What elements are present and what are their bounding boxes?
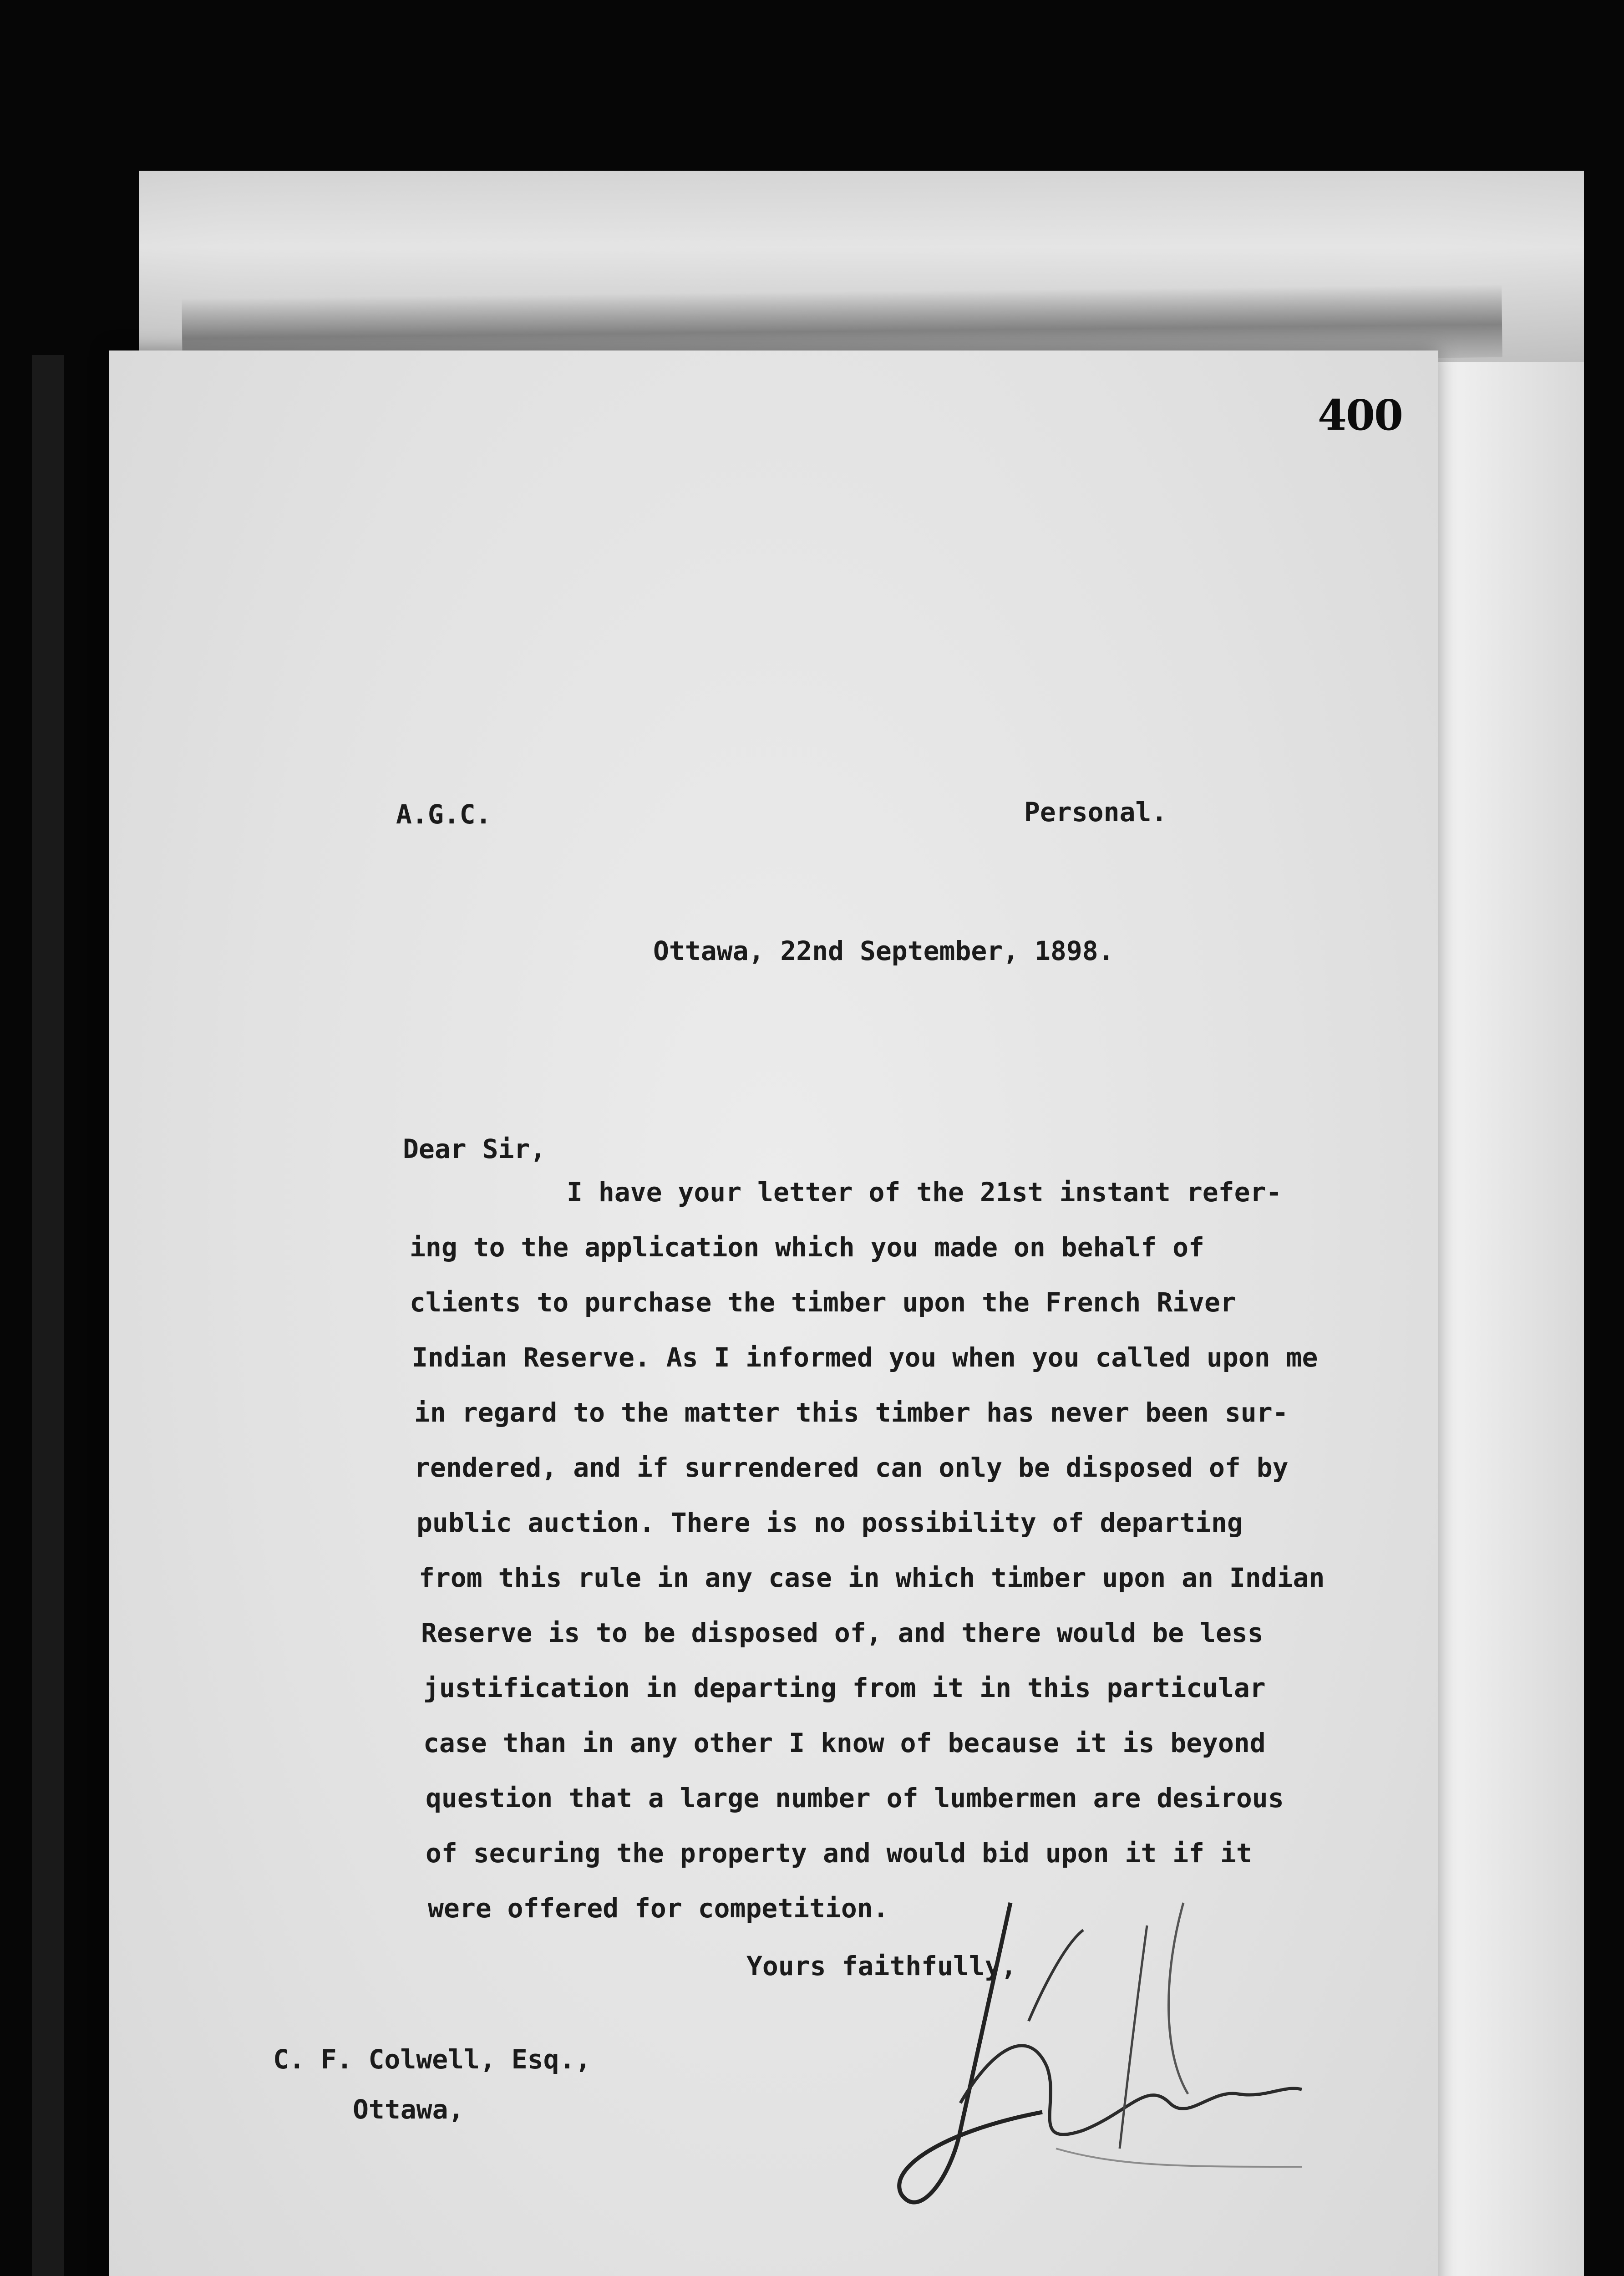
body-line: rendered, and if surrendered can only be disposed of by (414, 1452, 1289, 1483)
recipient-city: Ottawa, (353, 2094, 464, 2125)
body-line: Reserve is to be disposed of, and there would be less (421, 1617, 1264, 1648)
personal-marking: Personal. (1024, 797, 1167, 828)
film-edge-strip (32, 355, 64, 2276)
body-line: from this rule in any case in which timber upon an Indian (419, 1562, 1325, 1593)
closing: Yours faithfully, (746, 1951, 1017, 1981)
body-line: ing to the application which you made on behalf of (410, 1232, 1204, 1263)
handwritten-signature (892, 1875, 1338, 2249)
body-line: public auction. There is no possibility of departing (416, 1507, 1243, 1538)
body-line: were offered for competition. (428, 1893, 889, 1924)
body-line: justification in departing from it in this particular (423, 1672, 1266, 1703)
dateline: Ottawa, 22nd September, 1898. (653, 935, 1114, 966)
body-line: question that a large number of lumbermen are desirous (426, 1783, 1284, 1814)
recipient-name: C. F. Colwell, Esq., (273, 2044, 591, 2075)
body-line: of securing the property and would bid upon it if it (426, 1838, 1252, 1869)
body-line: clients to purchase the timber upon the French River (410, 1287, 1236, 1318)
body-line: Indian Reserve. As I informed you when you called upon me (412, 1342, 1318, 1373)
page-number: 400 (1318, 391, 1403, 440)
reference-initials: A.G.C. (396, 799, 492, 830)
body-line: case than in any other I know of because it is beyond (423, 1727, 1266, 1758)
salutation: Dear Sir, (403, 1133, 546, 1164)
body-line: in regard to the matter this timber has never been sur- (414, 1397, 1289, 1428)
body-line: I have your letter of the 21st instant refer- (567, 1177, 1282, 1208)
